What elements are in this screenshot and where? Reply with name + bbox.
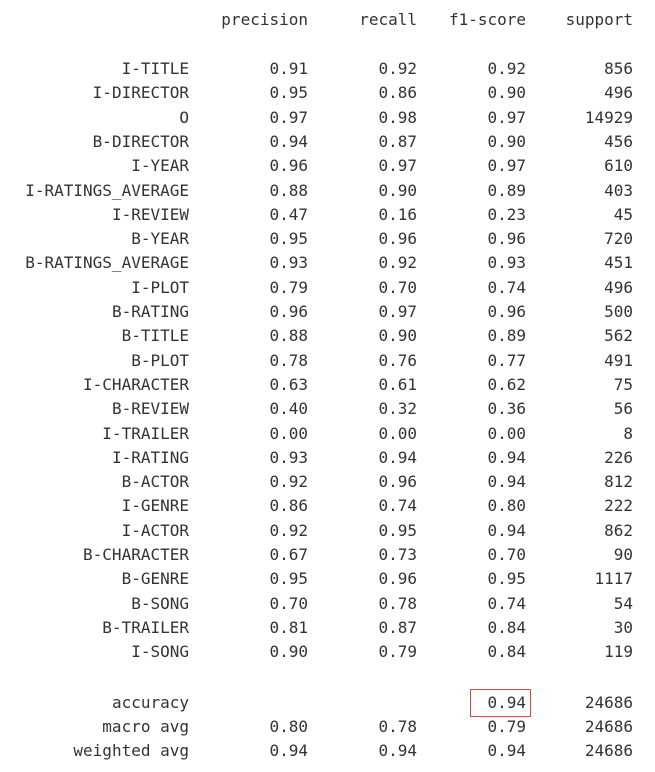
support-value: 45	[613, 204, 633, 224]
recall-value: 0.96	[378, 472, 417, 492]
f1-score-value: 0.80	[487, 496, 526, 516]
header-row	[0, 8, 655, 32]
precision-value: 0.97	[269, 107, 308, 127]
f1-score-value: 0.84	[487, 642, 526, 662]
f1-score-value: 0.94	[487, 472, 526, 492]
row-label: macro avg	[102, 717, 189, 736]
row-label: B-REVIEW	[111, 399, 189, 419]
support-value: 24686	[584, 693, 633, 712]
f1-score-value: 0.70	[487, 545, 526, 564]
recall-value: 0.61	[378, 374, 417, 394]
f1-score-value: 0.96	[487, 302, 526, 321]
f1-score-value: 0.74	[487, 593, 526, 613]
support-value: 222	[604, 496, 633, 516]
precision-value: 0.80	[269, 717, 308, 736]
row-label: I-GENRE	[121, 496, 189, 516]
support-value: 451	[604, 253, 633, 273]
row-label: I-REVIEW	[111, 204, 189, 224]
table-row	[0, 251, 655, 275]
recall-value: 0.79	[378, 642, 417, 662]
row-label: I-YEAR	[131, 156, 189, 176]
row-label: B-SONG	[131, 593, 189, 613]
support-value: 119	[604, 642, 633, 662]
row-label: B-ACTOR	[121, 472, 189, 492]
recall-value: 0.73	[378, 545, 417, 564]
support-value: 496	[604, 83, 633, 103]
f1-score-value: 0.62	[487, 374, 526, 394]
precision-value: 0.96	[269, 302, 308, 321]
support-value: 56	[613, 399, 633, 419]
precision-value: 0.93	[269, 447, 308, 467]
table-row	[0, 470, 655, 494]
f1-score-value: 0.94	[487, 520, 526, 540]
precision-value: 0.93	[269, 253, 308, 273]
recall-value: 0.96	[378, 569, 417, 589]
row-label: I-CHARACTER	[83, 374, 189, 394]
f1-score-value: 0.93	[487, 253, 526, 273]
row-label: I-SONG	[131, 642, 189, 662]
f1-score-value: 0.96	[487, 229, 526, 249]
recall-value: 0.92	[378, 59, 417, 78]
recall-value: 0.87	[378, 131, 417, 151]
table-row	[0, 154, 655, 178]
recall-value: 0.78	[378, 593, 417, 613]
support-value: 812	[604, 472, 633, 492]
precision-value: 0.00	[269, 423, 308, 443]
support-value: 456	[604, 131, 633, 151]
support-value: 75	[613, 374, 633, 394]
table-row	[0, 567, 655, 591]
precision-value: 0.78	[269, 350, 308, 370]
f1-score-value: 0.95	[487, 569, 526, 589]
precision-value: 0.95	[269, 83, 308, 103]
f1-score-value: 0.79	[487, 717, 526, 736]
support-value: 1117	[594, 569, 633, 589]
row-label: O	[179, 107, 189, 127]
row-label: accuracy	[111, 693, 189, 712]
column-header-recall: recall	[359, 10, 417, 29]
table-row	[0, 57, 655, 81]
support-value: 226	[604, 447, 633, 467]
row-label: B-RATING	[111, 302, 189, 321]
row-label: I-RATINGS_AVERAGE	[25, 180, 189, 200]
support-value: 403	[604, 180, 633, 200]
f1-score-value: 0.90	[487, 131, 526, 151]
support-value: 8	[623, 423, 633, 443]
recall-value: 0.32	[378, 399, 417, 419]
precision-value: 0.96	[269, 156, 308, 176]
recall-value: 0.97	[378, 156, 417, 176]
recall-value: 0.70	[378, 277, 417, 297]
table-row	[0, 446, 655, 470]
row-label: I-DIRECTOR	[92, 83, 189, 103]
precision-value: 0.86	[269, 496, 308, 516]
precision-value: 0.63	[269, 374, 308, 394]
table-row	[0, 276, 655, 300]
column-header-precision: precision	[221, 10, 308, 29]
table-row	[0, 494, 655, 518]
support-value: 610	[604, 156, 633, 176]
support-value: 54	[613, 593, 633, 613]
table-row	[0, 179, 655, 203]
precision-value: 0.70	[269, 593, 308, 613]
precision-value: 0.40	[269, 399, 308, 419]
precision-value: 0.91	[269, 59, 308, 78]
precision-value: 0.67	[269, 545, 308, 564]
precision-value: 0.92	[269, 472, 308, 492]
table-row	[0, 81, 655, 105]
support-value: 14929	[584, 107, 633, 127]
recall-value: 0.98	[378, 107, 417, 127]
support-value: 90	[613, 545, 633, 564]
f1-score-value: 0.89	[487, 180, 526, 200]
f1-score-value: 0.94	[487, 693, 526, 712]
precision-value: 0.81	[269, 617, 308, 637]
support-value: 24686	[584, 717, 633, 736]
support-value: 856	[604, 59, 633, 78]
summary-row	[0, 691, 655, 715]
row-label: I-TRAILER	[102, 423, 189, 443]
summary-row	[0, 739, 655, 763]
precision-value: 0.95	[269, 569, 308, 589]
f1-score-value: 0.74	[487, 277, 526, 297]
recall-value: 0.96	[378, 229, 417, 249]
table-row	[0, 324, 655, 348]
f1-score-value: 0.84	[487, 617, 526, 637]
recall-value: 0.90	[378, 180, 417, 200]
row-label: B-YEAR	[131, 229, 189, 249]
recall-value: 0.90	[378, 326, 417, 346]
f1-score-value: 0.92	[487, 59, 526, 78]
recall-value: 0.92	[378, 253, 417, 273]
table-row	[0, 203, 655, 227]
support-value: 500	[604, 302, 633, 321]
table-row	[0, 422, 655, 446]
f1-score-value: 0.97	[487, 107, 526, 127]
table-row	[0, 519, 655, 543]
f1-score-value: 0.94	[487, 741, 526, 760]
support-value: 24686	[584, 741, 633, 760]
f1-score-value: 0.36	[487, 399, 526, 419]
table-row	[0, 640, 655, 664]
table-row	[0, 373, 655, 397]
recall-value: 0.97	[378, 302, 417, 321]
precision-value: 0.88	[269, 326, 308, 346]
table-row	[0, 616, 655, 640]
support-value: 562	[604, 326, 633, 346]
recall-value: 0.00	[378, 423, 417, 443]
recall-value: 0.16	[378, 204, 417, 224]
column-header-f1-score: f1-score	[448, 10, 526, 29]
column-header-support: support	[565, 10, 633, 29]
precision-value: 0.79	[269, 277, 308, 297]
table-row	[0, 130, 655, 154]
f1-score-value: 0.23	[487, 204, 526, 224]
support-value: 862	[604, 520, 633, 540]
table-row	[0, 227, 655, 251]
f1-score-value: 0.94	[487, 447, 526, 467]
table-row	[0, 592, 655, 616]
precision-value: 0.94	[269, 741, 308, 760]
f1-score-value: 0.90	[487, 83, 526, 103]
row-label: I-RATING	[111, 447, 189, 467]
precision-value: 0.47	[269, 204, 308, 224]
recall-value: 0.76	[378, 350, 417, 370]
table-row	[0, 397, 655, 421]
summary-row	[0, 715, 655, 739]
f1-score-value: 0.89	[487, 326, 526, 346]
row-label: B-TRAILER	[102, 617, 189, 637]
precision-value: 0.92	[269, 520, 308, 540]
support-value: 720	[604, 229, 633, 249]
support-value: 491	[604, 350, 633, 370]
table-row	[0, 349, 655, 373]
accuracy-highlight-box	[470, 689, 531, 717]
table-row	[0, 106, 655, 130]
row-label: B-PLOT	[131, 350, 189, 370]
row-label: B-CHARACTER	[83, 545, 189, 564]
row-label: B-GENRE	[121, 569, 189, 589]
precision-value: 0.94	[269, 131, 308, 151]
precision-value: 0.88	[269, 180, 308, 200]
row-label: weighted avg	[73, 741, 189, 760]
table-row	[0, 543, 655, 567]
recall-value: 0.95	[378, 520, 417, 540]
row-label: I-PLOT	[131, 277, 189, 297]
recall-value: 0.74	[378, 496, 417, 516]
f1-score-value: 0.77	[487, 350, 526, 370]
recall-value: 0.94	[378, 741, 417, 760]
table-row	[0, 300, 655, 324]
recall-value: 0.94	[378, 447, 417, 467]
row-label: B-RATINGS_AVERAGE	[25, 253, 189, 273]
recall-value: 0.86	[378, 83, 417, 103]
precision-value: 0.95	[269, 229, 308, 249]
recall-value: 0.87	[378, 617, 417, 637]
row-label: B-DIRECTOR	[92, 131, 189, 151]
row-label: I-TITLE	[121, 59, 189, 78]
row-label: I-ACTOR	[121, 520, 189, 540]
row-label: B-TITLE	[121, 326, 189, 346]
support-value: 30	[613, 617, 633, 637]
f1-score-value: 0.97	[487, 156, 526, 176]
support-value: 496	[604, 277, 633, 297]
recall-value: 0.78	[378, 717, 417, 736]
f1-score-value: 0.00	[487, 423, 526, 443]
precision-value: 0.90	[269, 642, 308, 662]
